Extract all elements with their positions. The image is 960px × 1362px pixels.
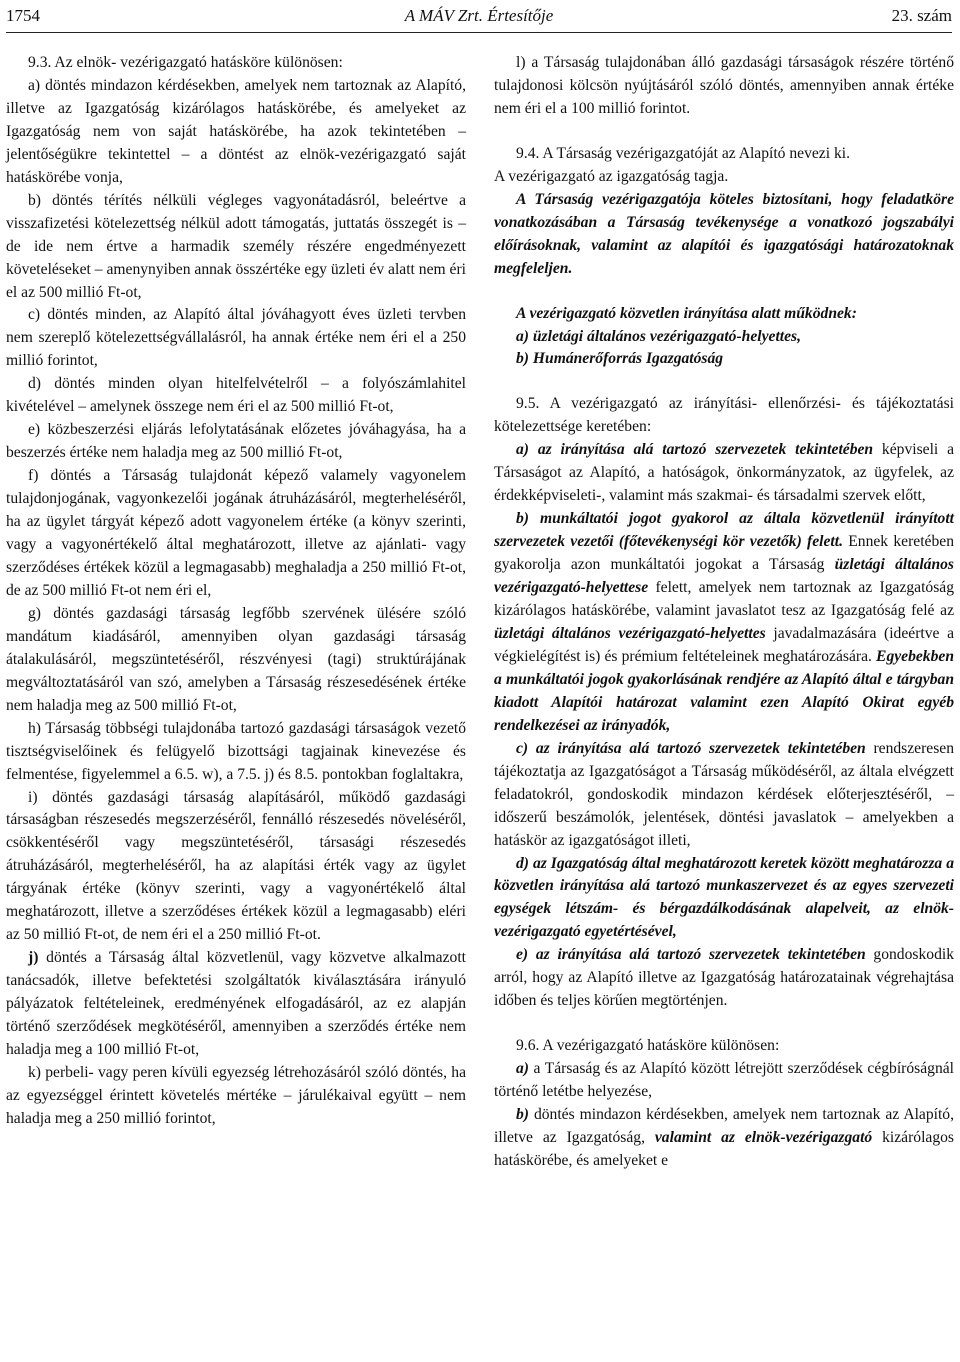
item-j-label: j) bbox=[28, 949, 39, 967]
item-9-5-a-text: képviseli a Társaságot az Alapító, a hatóságok, önkormányzatok, az ügyfelek, az érdekképviseleti-, valamint más szakmai- és társadalmi szervek előtt, bbox=[494, 441, 954, 505]
item-c: c) döntés minden, az Alapító által jóváhagyott éves üzleti tervben nem szereplő kötelezettségvállalásról, ha annak értéke nem éri el a 250 millió forintot, bbox=[6, 306, 466, 370]
item-k: k) perbeli- vagy peren kívüli egyezség létrehozásáról szóló döntés, ha az egyezséggel érintett követelés mértéke – járulékaival együtt – nem haladja meg a 250 millió forintot, bbox=[6, 1063, 466, 1127]
item-9-6-b: b) döntés mindazon kérdésekben, amelyek nem tartoznak az Alapító, illetve az Igazgatóság, valamint az elnök-vezérigazgató kizárólagos hatáskörébe, és amelyeket e bbox=[494, 1106, 954, 1169]
section-9-4-duty: A Társaság vezérigazgatója köteles biztosítani, hogy feladatköre vonatkozásában a Társaság tevékenysége a vonatkozó jogszabályi előírásoknak, valamint az alapítói és igazgatósági határozatoknak megfeleljen. bbox=[494, 190, 954, 277]
issue-number: 23. szám bbox=[891, 6, 952, 25]
item-9-5-c: c) az irányítása alá tartozó szervezetek tekintetében rendszeresen tájékoztatja az Igazgatóságot a Társaság működéséről, az általa elvégzett feladatokról, gondoskodik mindazon kérdések előterjesztéséről, – időszerű beszámolók, jelentések, döntési javaslatok – amelyekben a hatáskör az igazgatóságot illeti, bbox=[494, 739, 954, 849]
page-header bbox=[6, 4, 952, 30]
item-9-5-b: b) munkáltatói jogot gyakorol az általa közvetlenül irányított szervezetek vezetői (főtevékenységi kör vezetők) felett. Ennek keretében gyakorolja azon munkáltatói jogokat a Társaság üzletági általános vezérigazgató-helyettese felett, amelyek nem tartoznak az Igazgatóság kizárólagos hatáskörébe, valamint javaslatot tesz az Igazgatóság felé az üzletági általános vezérigazgató-helyettes javadalmazására (ideértve a végkielégítést is) és prémium feltételeinek meghatározására. Egyebekben a munkáltatói jogok gyakorlásának rendjére az Alapító által e tárgyban kiadott Alapítói határozat valamint ezen Alapító Okirat egyéb rendelkezései az irányadók, bbox=[494, 510, 955, 734]
section-9-4: 9.4. A Társaság vezérigazgatóját az Alapító nevezi ki. bbox=[516, 144, 850, 162]
item-i: i) döntés gazdasági társaság alapításáról, működő gazdasági társaságban részesedés megszerzéséről, fennálló részesedés növeléséről, csökkentéséről vagy megszüntetéséről, társasági részesedés átruházásáról, megterheléséről, ha az alapítási érték vagy az ügylet tárgyának értéke (könyv szerinti, vagy a vagyonértékelő által meghatározott, illetve a szerződéses értékek közül a legmagasabb) eléri az 50 millió Ft-ot, de nem éri el a 250 millió Ft-ot. bbox=[6, 788, 466, 944]
section-9-4-member: A vezérigazgató az igazgatóság tagja. bbox=[494, 167, 729, 185]
right-column bbox=[494, 52, 954, 1173]
item-e: e) közbeszerzési eljárás lefolytatásának előzetes jóváhagyása, ha a beszerzés értéke nem haladja meg az 500 millió Ft-ot, bbox=[6, 421, 466, 462]
section-9-3-heading: 9.3. Az elnök- vezérigazgató hatásköre különösen: bbox=[28, 54, 343, 71]
item-9-5-a bbox=[494, 439, 954, 508]
direct-control-b: b) Humánerőforrás Igazgatóság bbox=[516, 350, 724, 368]
item-9-5-e: e) az irányítása alá tartozó szervezetek tekintetében gondoskodik arról, hogy az Alapító illetve az Igazgatóság határozatainak végrehajtása időben és teljes körűen megtörténjen. bbox=[494, 946, 954, 1010]
item-9-5-a-label: a) az irányítása alá tartozó szervezetek tekintetében bbox=[516, 441, 874, 459]
item-d: d) döntés minden olyan hitelfelvételről – a folyószámlahitel kivételével – amelynek összege nem éri el az 500 millió Ft-ot, bbox=[6, 375, 466, 416]
item-a: a) döntés mindazon kérdésekben, amelyek nem tartoznak az Alapító, illetve az Igazgatóság kizárólagos hatáskörébe, és amelyeket az Igazgatóság nem von saját hatáskörébe, ha azok tekintetében – jelentőségükre tekintettel – a döntést az elnök-vezérigazgató saját hatáskörébe vonja, bbox=[6, 76, 466, 186]
item-f: f) döntés a Társaság tulajdonát képező valamely vagyonelem tulajdonjogának, vagyonkezelői jogának átruházásáról, megterheléséről, ha az ügylet tárgyát képező adott vagyonelem értéke (a könyv szerinti, vagy a vagyonértékelő által meghatározott, illetve az ajánlati- vagy szerződéses értékek közül a legmagasabb) meghaladja a 250 millió Ft-ot, de az 500 millió Ft-ot nem éri el, bbox=[6, 467, 466, 599]
header-rule bbox=[6, 32, 952, 33]
journal-title: A MÁV Zrt. Értesítője bbox=[404, 6, 554, 25]
section-9-5: 9.5. A vezérigazgató az irányítási- ellenőrzési- és tájékoztatási kötelezettsége keretében: bbox=[494, 395, 954, 436]
item-9-6-a: a) a Társaság és az Alapító között létrejött szerződések cégbíróságnál történő letétbe helyezése, bbox=[494, 1060, 954, 1101]
left-column bbox=[6, 52, 466, 1131]
page-number: 1754 bbox=[6, 6, 40, 25]
direct-control-heading: A vezérigazgató közvetlen irányítása alatt működnek: bbox=[516, 304, 857, 322]
item-g: g) döntés gazdasági társaság legfőbb szervének ülésére szóló mandátum kiadásáról, amennyiben olyan gazdasági társaság átalakulásáról, megszüntetéséről, részvényesi (tagi) struktúrájának megváltoztatásáról van szó, amelyben a Társaság részesedésének értéke nem haladja meg az 500 millió Ft-ot, bbox=[6, 604, 466, 714]
direct-control-a: a) üzletági általános vezérigazgató-helyettes, bbox=[516, 327, 801, 345]
item-j-text: döntés a Társaság által közvetlenül, vagy közvetve alkalmazott tanácsadók, illetve befektetési szolgáltatók kiválasztására irányuló pályázatok feltételeinek, eredményének elfogadásáról, az ez alapján történő szerződések megkötéséről, amennyiben a szerződés értéke nem haladja meg a 100 millió Ft-ot, bbox=[6, 949, 466, 1058]
item-9-5-d: d) az Igazgatóság által meghatározott keretek között meghatározza a közvetlen irányítása alá tartozó munkaszervezet és az egyes szervezeti egységek létszám- és bérgazdálkodásának alapelveit, az elnök-vezérigazgató egyetértésével, bbox=[494, 854, 954, 941]
section-9-6: 9.6. A vezérigazgató hatásköre különösen: bbox=[516, 1037, 780, 1055]
item-b: b) döntés térítés nélküli végleges vagyonátadásról, beleértve a visszafizetési kötelezettség nélkül adott támogatás, juttatás összegét is – de ide nem értve a harmadik személy részére engedményezett követeléseket – amenynyiben annak összértéke egy üzleti év alatt nem éri el az 500 millió Ft-ot, bbox=[6, 191, 466, 301]
item-h: h) Társaság többségi tulajdonába tartozó gazdasági társaságok vezető tisztségviselőinek és felügyelő bizottsági tagjainak kinevezése és felmentése, figyelemmel a 6.5. w), a 7.5. j) és 8.5. pontokban foglaltakra, bbox=[6, 719, 466, 783]
item-l: l) a Társaság tulajdonában álló gazdasági társaságok részére történő tulajdonosi kölcsön nyújtásáról szóló döntés, amennyiben annak értéke nem éri el a 100 millió forintot. bbox=[494, 54, 954, 117]
item-j bbox=[6, 947, 466, 1062]
